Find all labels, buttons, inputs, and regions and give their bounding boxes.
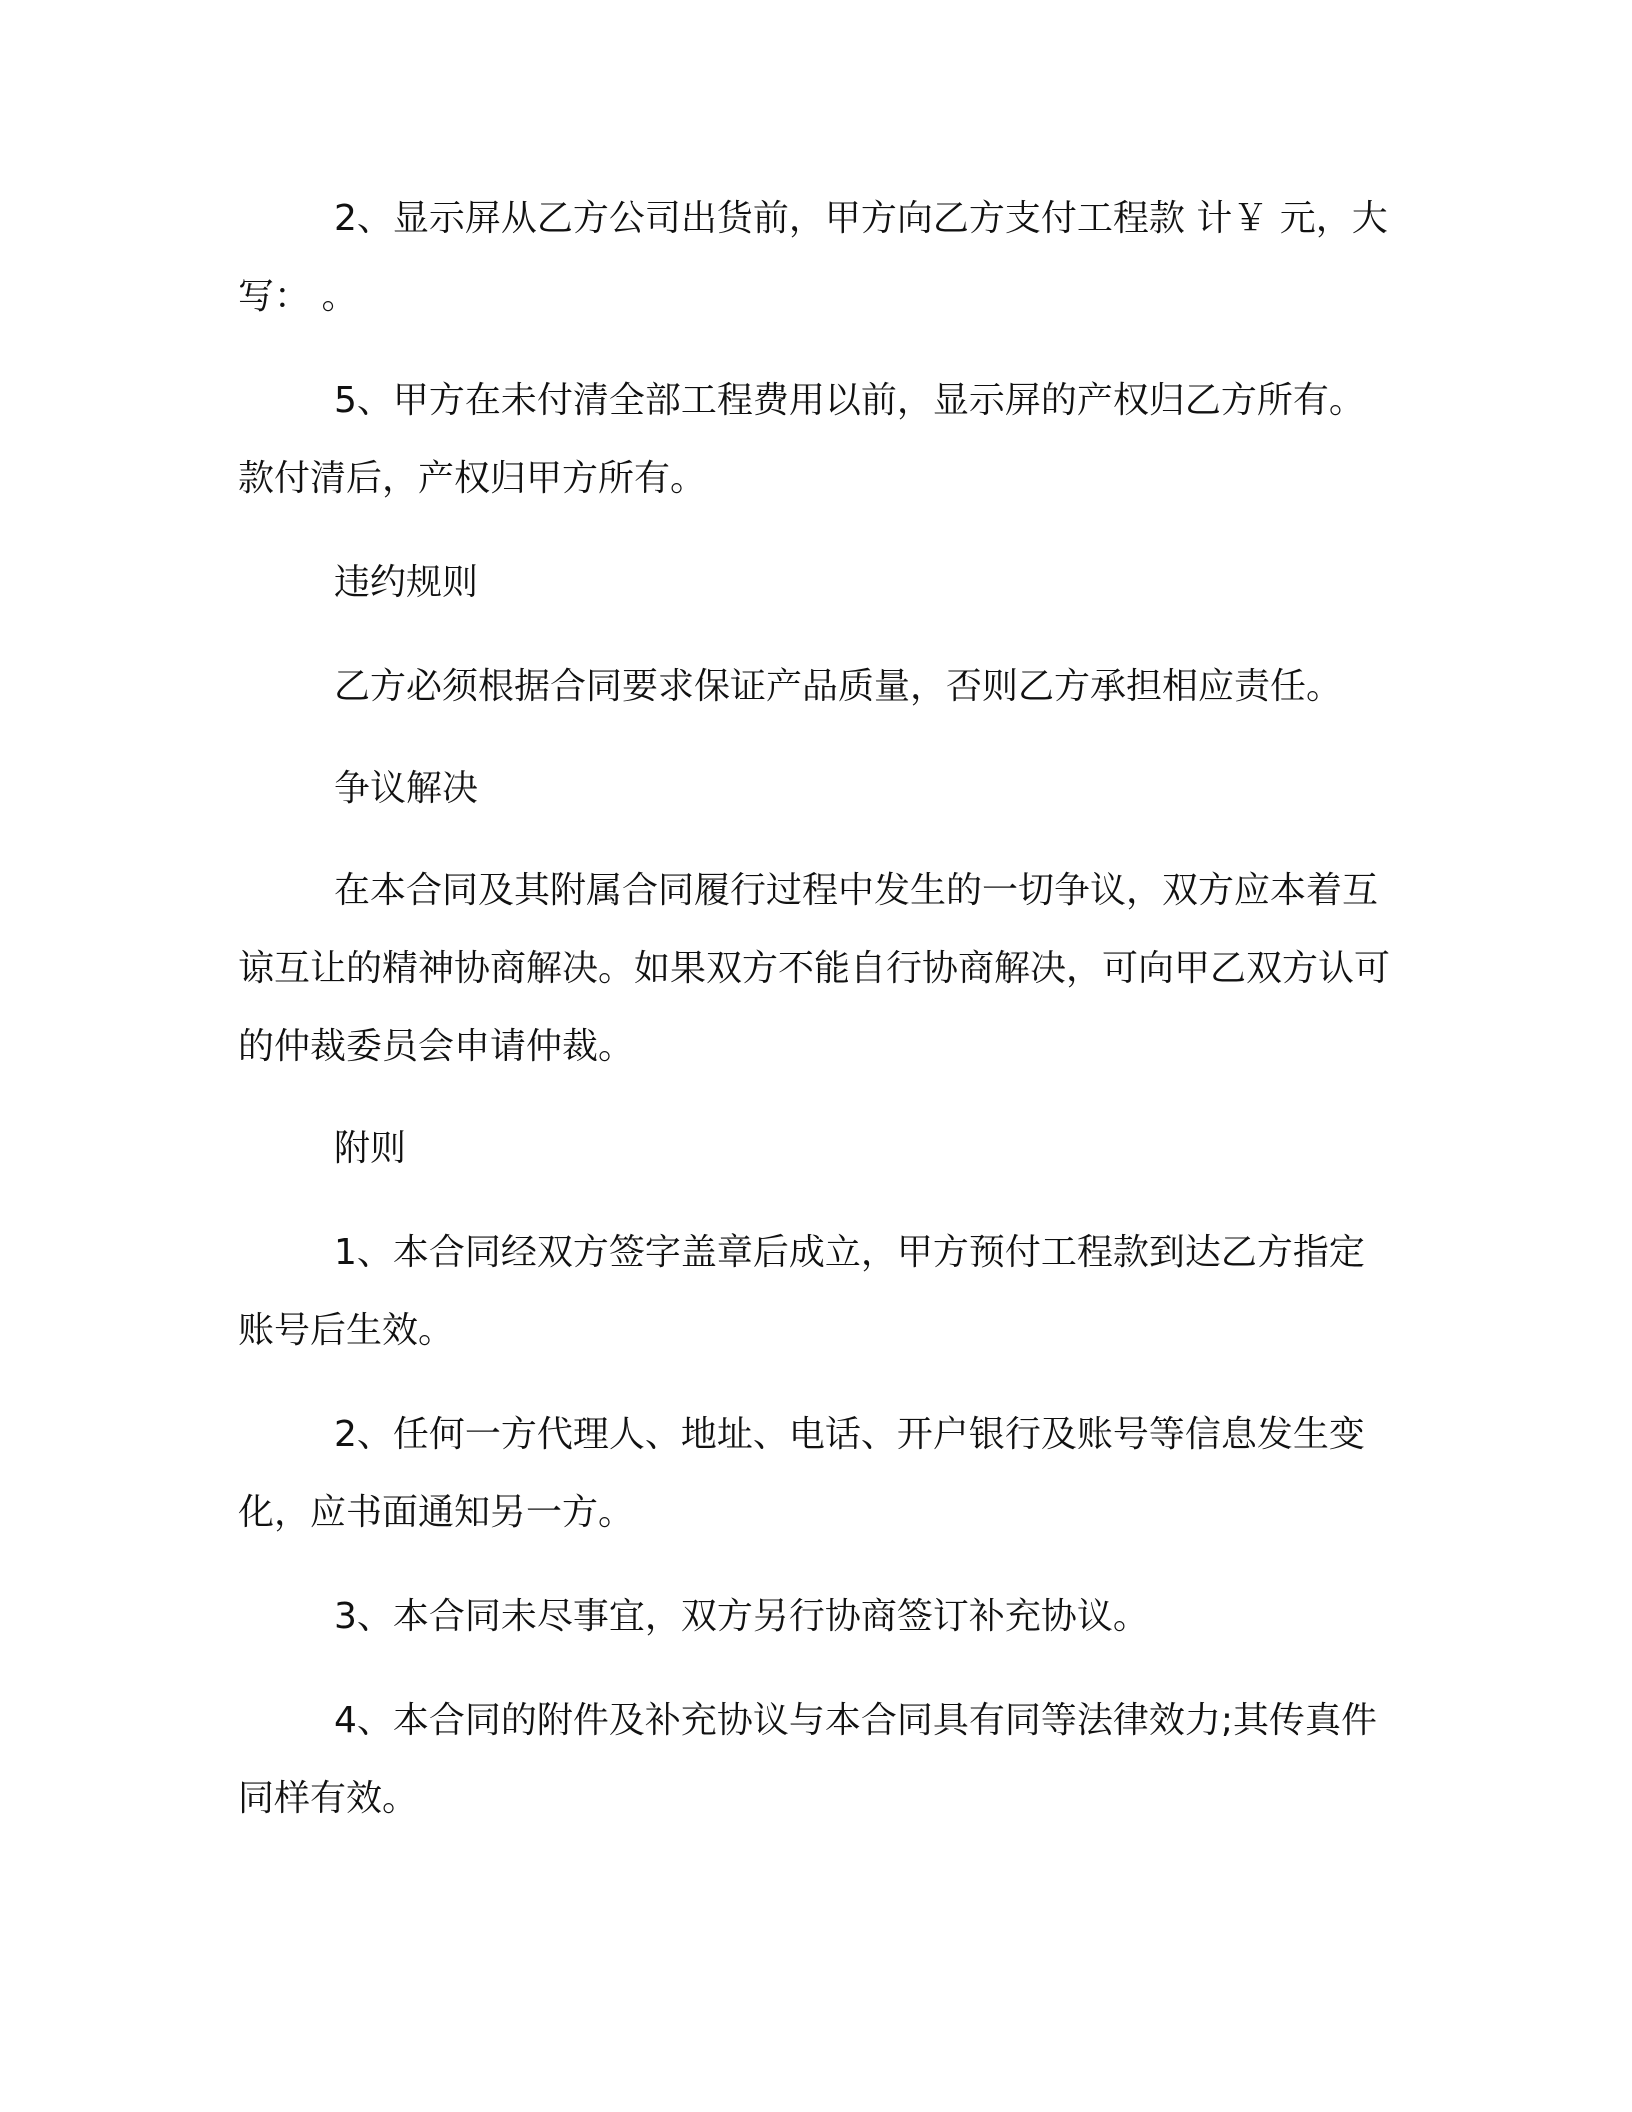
clause-payment-before-shipment: 2、显示屏从乙方公司出货前，甲方向乙方支付工程款 计￥ 元，大写： 。	[238, 198, 1388, 317]
section-heading-breach: 违约规则	[334, 562, 479, 603]
clause-effectiveness: 1、本合同经双方签字盖章后成立，甲方预付工程款到达乙方指定账号后生效。	[238, 1232, 1365, 1351]
clause-quality: 乙方必须根据合同要求保证产品质量，否则乙方承担相应责任。	[334, 666, 1343, 707]
clause-unresolved-matters: 3、本合同未尽事宜，双方另行协商签订补充协议。	[334, 1596, 1149, 1637]
clause-change-notice: 2、任何一方代理人、地址、电话、开户银行及账号等信息发生变化，应书面通知另一方。	[238, 1414, 1365, 1533]
section-heading-supplementary: 附则	[334, 1128, 407, 1169]
clause-attachments-validity: 4、本合同的附件及补充协议与本合同具有同等法律效力;其传真件同样有效。	[238, 1700, 1378, 1819]
clause-ownership: 5、甲方在未付清全部工程费用以前，显示屏的产权归乙方所有。款付清后，产权归甲方所有。	[238, 380, 1365, 499]
section-heading-dispute: 争议解决	[334, 768, 479, 809]
clause-dispute-resolution: 在本合同及其附属合同履行过程中发生的一切争议，双方应本着互谅互让的精神协商解决。如果双方不能自行协商解决，可向甲乙双方认可的仲裁委员会申请仲裁。	[238, 870, 1391, 1067]
